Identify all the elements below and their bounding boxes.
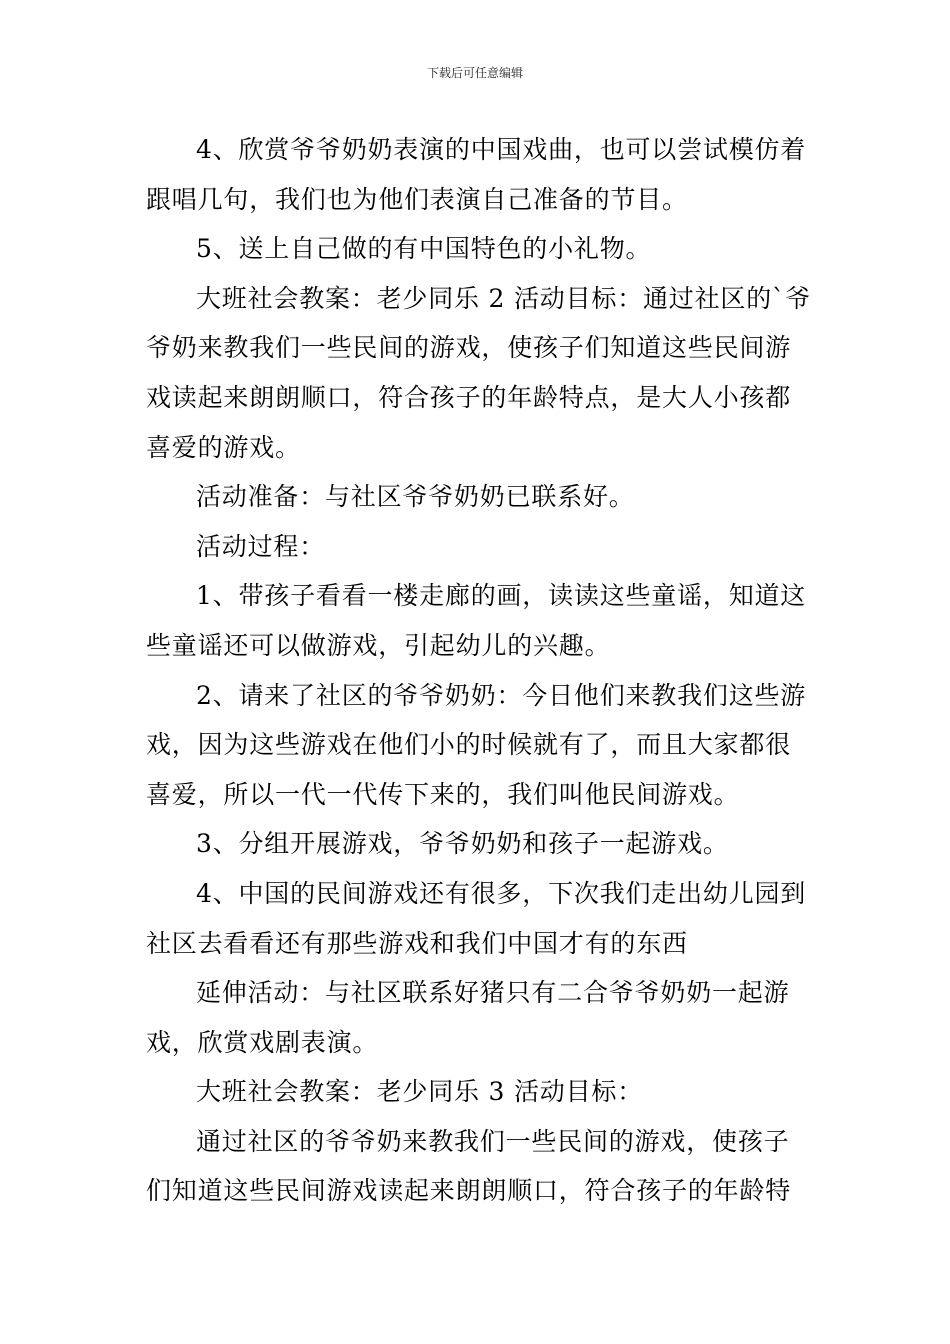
paragraph-preparation: 活动准备：与社区爷爷奶奶已联系好。 xyxy=(196,482,635,512)
paragraph-appreciate-opera: 4、欣赏爷爷奶奶表演的中国戏曲，也可以尝试模仿着跟唱几句，我们也为他们表演自己准备的节目。 xyxy=(146,135,807,214)
paragraph-process-heading: 活动过程： xyxy=(196,531,326,561)
paragraph-extension: 延伸活动：与社区联系好猪只有二合爷爷奶奶一起游戏，欣赏戏剧表演。 xyxy=(146,978,790,1057)
paragraph-lesson-3-goals: 通过社区的爷爷奶来教我们一些民间的游戏，使孩子们知道这些民间游戏读起来朗朗顺口，符合孩子的年龄特 xyxy=(146,1126,792,1206)
paragraph-gifts: 5、送上自己做的有中国特色的小礼物。 xyxy=(196,234,652,264)
page-header: 下载后可任意编辑 xyxy=(426,66,523,80)
paragraph-step-4: 4、中国的民间游戏还有很多，下次我们走出幼儿园到社区去看看还有那些游戏和我们中国才有的东西 xyxy=(146,878,807,958)
paragraph-step-1: 1、带孩子看看一楼走廊的画，读读这些童谣，知道这些童谣还可以做游戏，引起幼儿的兴趣。 xyxy=(146,581,807,660)
paragraph-lesson-3-title: 大班社会教案：老少同乐 3 活动目标： xyxy=(196,1077,644,1107)
paragraph-lesson-2-goals: 大班社会教案：老少同乐 2 活动目标：通过社区的`爷爷奶来教我们一些民间的游戏，使孩子们知道这些民间游戏读起来朗朗顺口，符合孩子的年龄特点，是大人小孩都喜爱的游戏。 xyxy=(146,283,812,462)
paragraph-step-3: 3、分组开展游戏，爷爷奶奶和孩子一起游戏。 xyxy=(196,829,729,859)
document-body xyxy=(146,125,814,1216)
paragraph-step-2: 2、请来了社区的爷爷奶奶：今日他们来教我们这些游戏，因为这些游戏在他们小的时候就有了，而且大家都很喜爱，所以一代一代传下来的，我们叫他民间游戏。 xyxy=(146,680,807,809)
